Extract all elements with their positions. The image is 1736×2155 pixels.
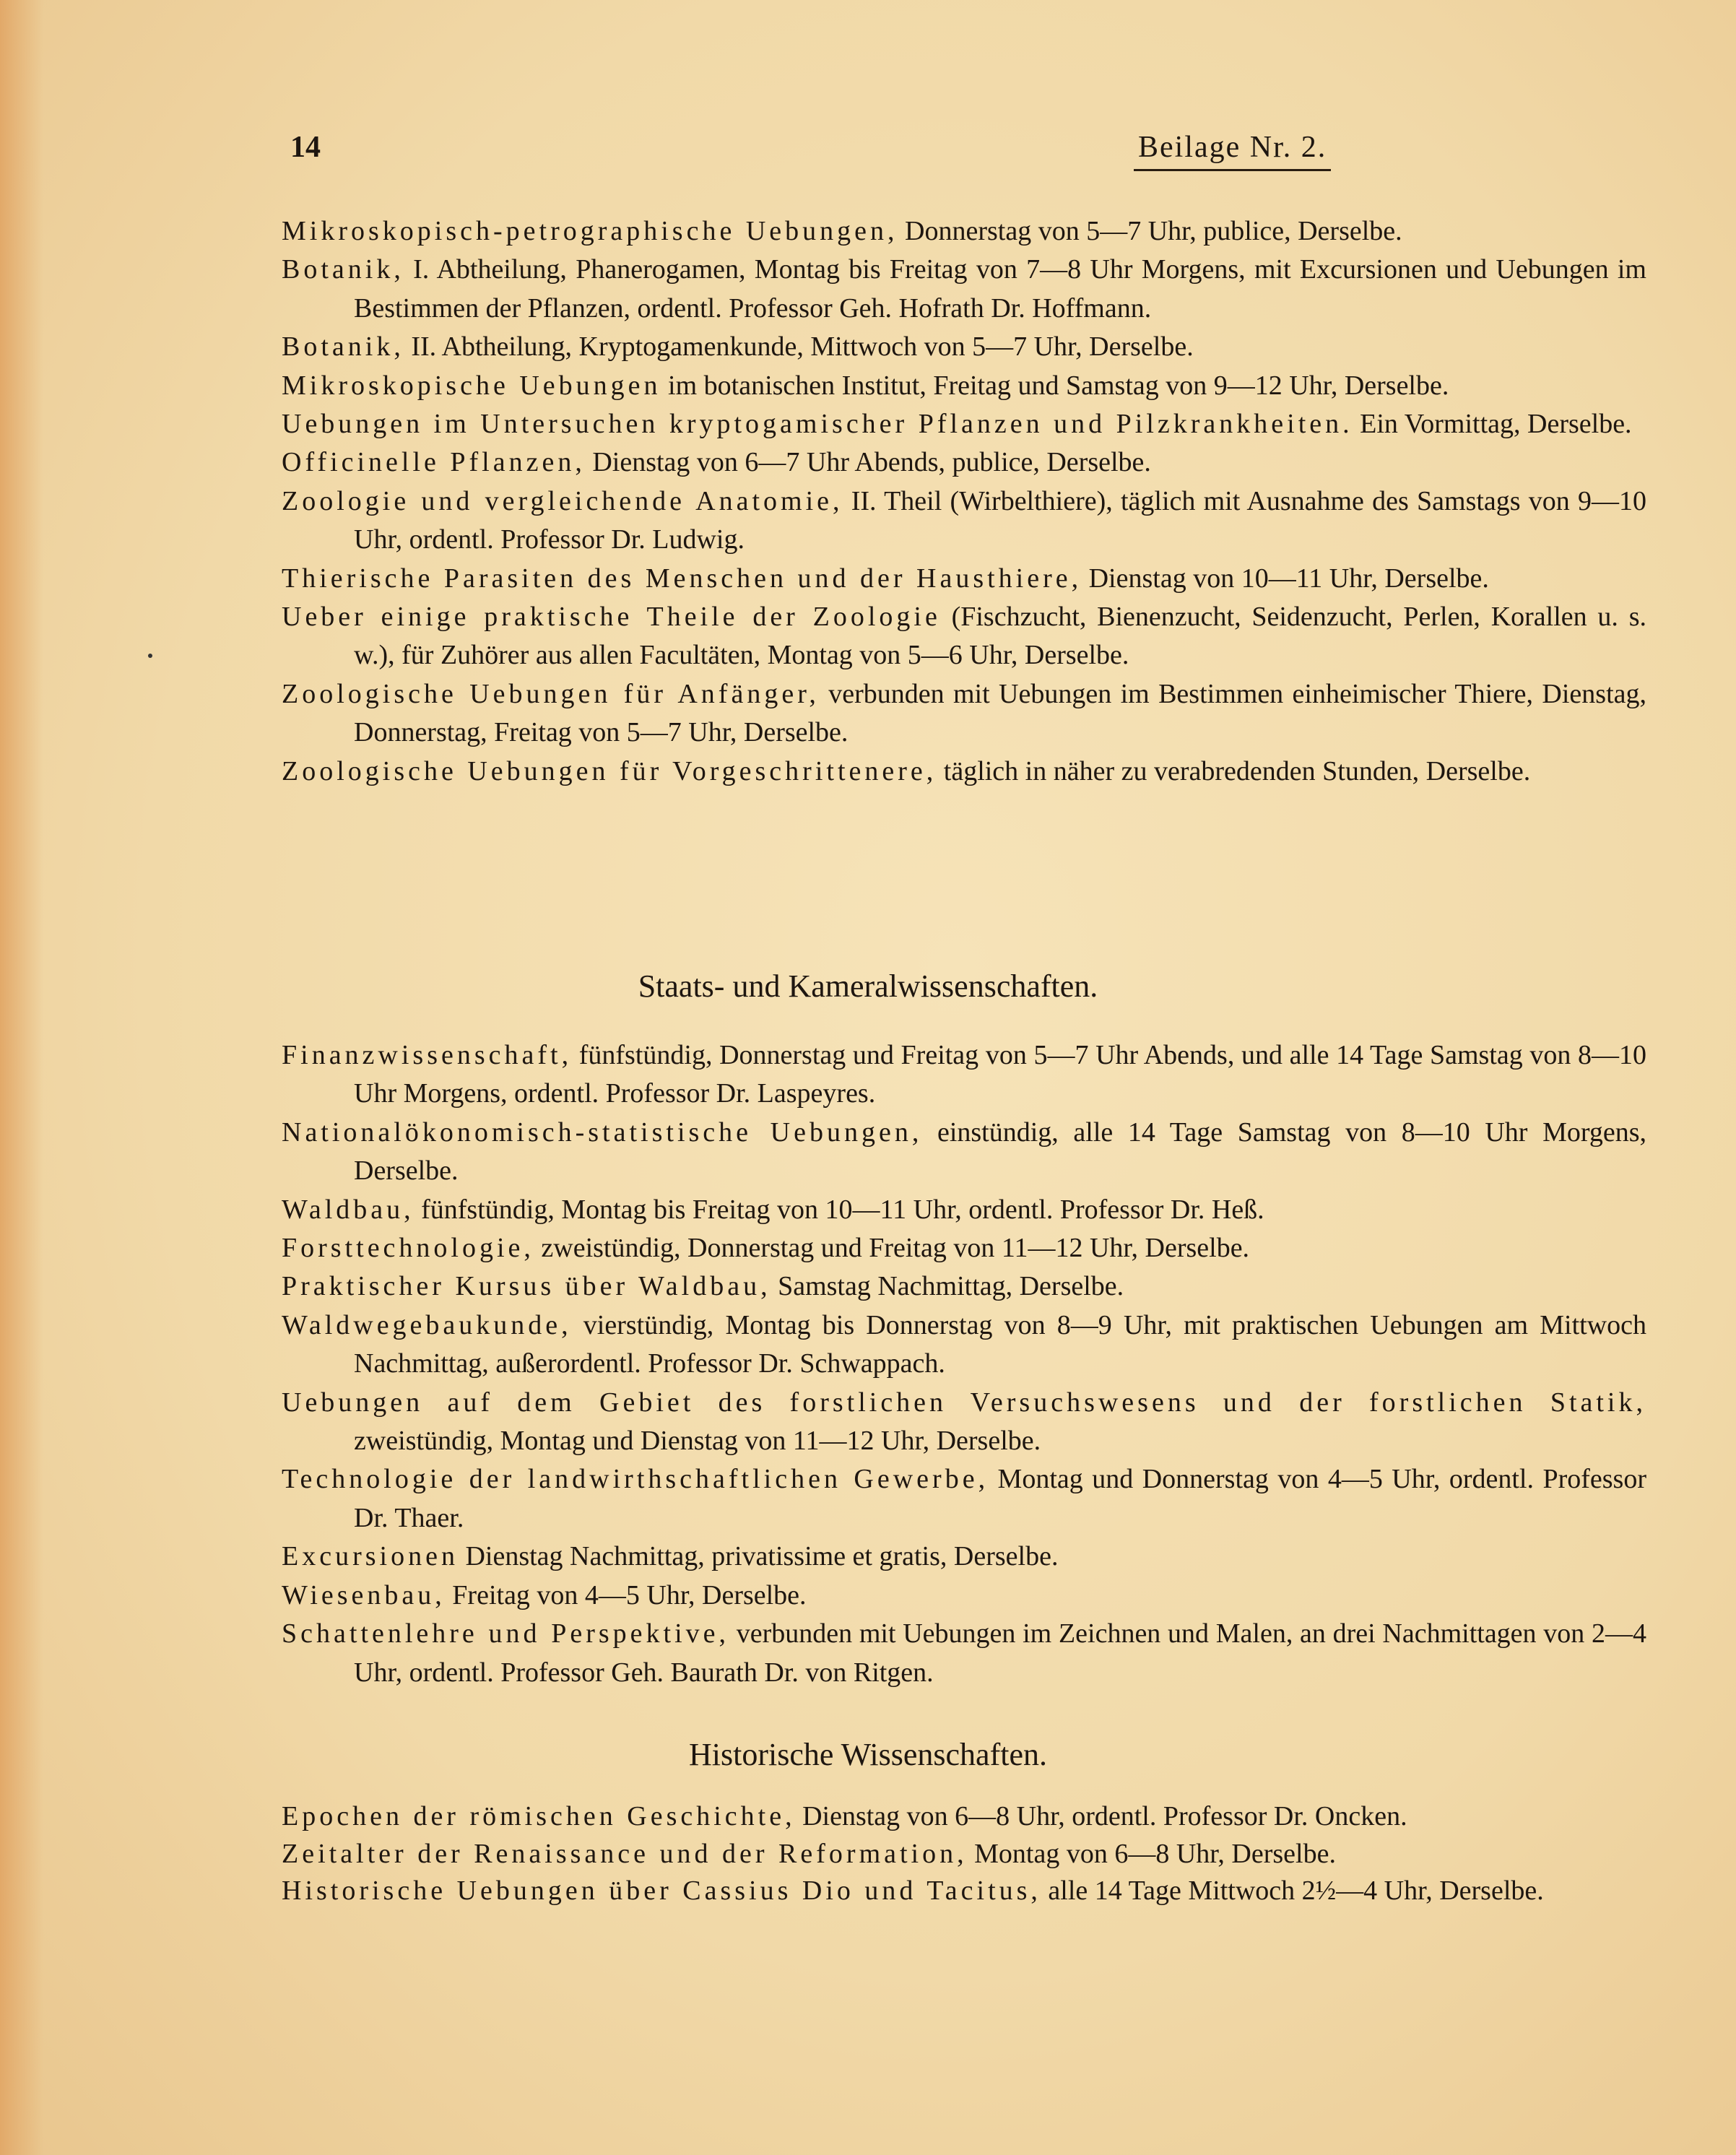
course-title: Forsttechnologie, (282, 1233, 534, 1264)
course-details: (Fischzucht, Bienenzucht, Seidenzucht, Perlen, Korallen u. s. w.), für Zuhörer aus allen Facultäten, Montag von 5—6 Uhr, Derselbe. (354, 602, 1646, 671)
course-title: Technologie der landwirthschaftlichen Gewerbe, (282, 1464, 989, 1495)
course-list-staats (282, 1036, 1646, 1692)
course-entry (282, 1873, 1646, 1910)
ink-speck (148, 654, 152, 658)
course-entry (282, 251, 1646, 328)
section-heading-staats: Staats- und Kameralwissenschaften. (638, 968, 1098, 1004)
course-details: I. Abtheilung, Phanerogamen, Montag bis Freitag von 7—8 Uhr Morgens, mit Excursionen und Uebungen im Bestimmen der Pflanzen, ordentl. Professor Geh. Hofrath Dr. Hoffmann. (354, 254, 1646, 324)
course-entry (282, 1384, 1646, 1461)
course-details: Dienstag von 6—7 Uhr Abends, publice, Derselbe. (585, 447, 1151, 478)
course-entry (282, 443, 1646, 482)
course-title: Nationalökonomisch-statistische Uebungen, (282, 1116, 923, 1148)
course-details: II. Theil (Wirbelthiere), täglich mit Ausnahme des Samstags von 9—10 Uhr, ordentl. Professor Dr. Ludwig. (354, 485, 1646, 555)
page-title: Beilage Nr. 2. (1134, 130, 1331, 171)
page-number: 14 (290, 131, 321, 164)
section-heading-historische: Historische Wissenschaften. (689, 1737, 1047, 1772)
course-title: Praktischer Kursus über Waldbau, (282, 1271, 771, 1302)
course-title: Epochen der römischen Geschichte, (282, 1801, 796, 1831)
course-title: Mikroskopisch-petrographische Uebungen, (282, 216, 898, 246)
course-entry (282, 1267, 1646, 1306)
course-details: Dienstag von 10—11 Uhr, Derselbe. (1082, 563, 1489, 594)
course-details: täglich in näher zu verabredenden Stunden, Derselbe. (937, 755, 1531, 786)
course-entry (282, 367, 1646, 405)
course-title: Botanik, (282, 331, 404, 363)
course-title: Ueber einige praktische Theile der Zoologie (282, 602, 941, 633)
course-details: alle 14 Tage Mittwoch 2½—4 Uhr, Derselbe. (1041, 1876, 1544, 1906)
page-header (282, 130, 1646, 173)
course-details: zweistündig, Donnerstag und Freitag von 11—12 Uhr, Derselbe. (534, 1233, 1250, 1264)
course-entry (282, 1036, 1646, 1114)
course-title: Waldwegebaukunde, (282, 1309, 572, 1340)
course-details: Montag und Donnerstag von 4—5 Uhr, ordentl. Professor Dr. Thaer. (354, 1464, 1646, 1533)
course-entry (282, 1538, 1646, 1576)
course-entry (282, 1306, 1646, 1384)
course-title: Zeitalter der Renaissance und der Reformation, (282, 1838, 968, 1869)
course-entry (282, 753, 1646, 791)
course-entry (282, 1836, 1646, 1873)
course-details: Samstag Nachmittag, Derselbe. (771, 1271, 1124, 1302)
course-details: Dienstag Nachmittag, privatissime et gratis, Derselbe. (458, 1541, 1059, 1572)
course-title: Waldbau, (282, 1194, 415, 1225)
course-list-natural-sciences (282, 212, 1646, 791)
course-entry (282, 1229, 1646, 1267)
course-title: Uebungen im Untersuchen kryptogamischer Pflanzen und Pilzkrankheiten. (282, 409, 1353, 440)
course-entry (282, 405, 1646, 443)
course-title: Zoologische Uebungen für Anfänger, (282, 678, 820, 709)
course-details: verbunden mit Uebungen im Bestimmen einheimischer Thiere, Dienstag, Donnerstag, Freitag von 5—7 Uhr, Derselbe. (354, 678, 1646, 748)
course-details: zweistündig, Montag und Dienstag von 11—12 Uhr, Derselbe. (354, 1426, 1041, 1457)
course-title: Mikroskopische Uebungen (282, 370, 661, 401)
course-title: Zoologie und vergleichende Anatomie, (282, 485, 843, 516)
course-details: Montag von 6—8 Uhr, Derselbe. (967, 1838, 1336, 1869)
course-details: Ein Vormittag, Derselbe. (1353, 409, 1632, 440)
course-entry (282, 560, 1646, 598)
course-details: fünfstündig, Donnerstag und Freitag von 5—7 Uhr Abends, und alle 14 Tage Samstag von 8—10 Uhr Morgens, ordentl. Professor Dr. Laspeyres. (354, 1040, 1646, 1109)
course-entry (282, 1460, 1646, 1538)
course-title: Excursionen (282, 1541, 459, 1572)
course-list-historische (282, 1798, 1646, 1910)
course-entry (282, 212, 1646, 251)
course-entry (282, 328, 1646, 366)
course-entry (282, 482, 1646, 560)
course-details: vierstündig, Montag bis Donnerstag von 8—9 Uhr, mit praktischen Uebungen am Mittwoch Nachmittag, außerordentl. Professor Dr. Schwappach. (354, 1309, 1646, 1379)
course-title: Historische Uebungen über Cassius Dio und Tacitus, (282, 1876, 1041, 1906)
page-edge-stain (0, 0, 43, 2155)
course-details: Donnerstag von 5—7 Uhr, publice, Derselbe. (898, 216, 1402, 246)
course-entry (282, 1577, 1646, 1615)
course-entry (282, 1114, 1646, 1191)
course-details: fünfstündig, Montag bis Freitag von 10—11 Uhr, ordentl. Professor Dr. Heß. (414, 1194, 1264, 1225)
course-details: verbunden mit Uebungen im Zeichnen und Malen, an drei Nachmittagen von 2—4 Uhr, ordentl. Professor Geh. Baurath Dr. von Ritgen. (354, 1618, 1646, 1688)
course-entry (282, 1798, 1646, 1836)
course-title: Schattenlehre und Perspektive, (282, 1618, 730, 1649)
course-entry (282, 675, 1646, 753)
course-entry (282, 598, 1646, 675)
course-title: Botanik, (282, 254, 404, 285)
course-title: Wiesenbau, (282, 1579, 446, 1610)
course-title: Officinelle Pflanzen, (282, 447, 586, 478)
course-title: Zoologische Uebungen für Vorgeschrittenere, (282, 755, 937, 786)
course-details: Freitag von 4—5 Uhr, Derselbe. (445, 1579, 807, 1610)
course-entry (282, 1615, 1646, 1692)
course-details: II. Abtheilung, Kryptogamenkunde, Mittwoch von 5—7 Uhr, Derselbe. (404, 331, 1194, 363)
course-title: Finanzwissenschaft, (282, 1040, 573, 1070)
course-entry (282, 1191, 1646, 1229)
course-details: einstündig, alle 14 Tage Samstag von 8—10 Uhr Morgens, Derselbe. (354, 1116, 1646, 1187)
course-title: Thierische Parasiten des Menschen und der Hausthiere, (282, 563, 1082, 594)
course-details: im botanischen Institut, Freitag und Samstag von 9—12 Uhr, Derselbe. (661, 370, 1449, 401)
course-title: Uebungen auf dem Gebiet des forstlichen Versuchswesens und der forstlichen Statik, (282, 1387, 1646, 1418)
course-details: Dienstag von 6—8 Uhr, ordentl. Professor Dr. Oncken. (795, 1801, 1407, 1831)
